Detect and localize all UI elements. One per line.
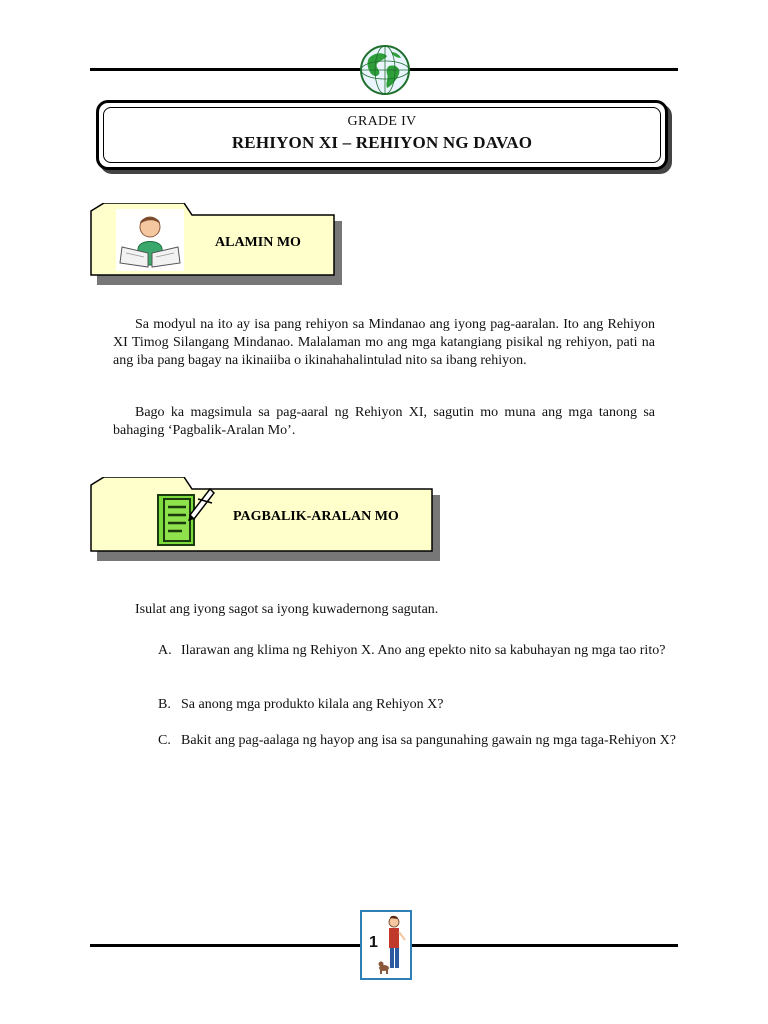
title-box — [96, 100, 668, 170]
question-item — [158, 696, 678, 714]
question-text: Ilarawan ang klima ng Rehiyon X. Ano ang epekto nito sa kabuhayan ng mga tao rito? — [181, 643, 666, 658]
instruction-text: Isulat ang iyong sagot sa iyong kuwadernong sagutan. — [135, 602, 439, 617]
question-letter: C. — [158, 733, 171, 748]
question-text: Sa anong mga produkto kilala ang Rehiyon X? — [181, 697, 444, 712]
question-letter: B. — [158, 697, 171, 712]
grade-label: GRADE IV — [347, 114, 417, 129]
question-item — [158, 642, 678, 660]
globe-icon — [359, 44, 411, 96]
section-tab-alamin — [88, 203, 348, 285]
person-with-dog-icon — [378, 914, 408, 976]
reading-person-icon — [116, 209, 184, 271]
question-text: Bakit ang pag-aalaga ng hayop ang isa sa pangunahing gawain ng mga taga-Rehiyon X? — [181, 733, 676, 748]
question-item — [158, 732, 678, 750]
page-badge — [360, 910, 412, 980]
section-label-pagbalik: PAGBALIK-ARALAN MO — [233, 509, 399, 524]
section-label-alamin: ALAMIN MO — [215, 235, 301, 250]
question-letter: A. — [158, 643, 172, 658]
alamin-paragraph-1: Sa modyul na ito ay isa pang rehiyon sa Mindanao ang iyong pag-aaralan. Ito ang Rehiyon XI Timog Silangang Mindanao. Malalaman mo ang mga katangiang pisikal ng rehiyon, pati na ang iba pang bagay na ikinaiiba o ikinahahalintulad nito sa ibang rehiyon. — [113, 317, 655, 368]
region-title: REHIYON XI – REHIYON NG DAVAO — [231, 133, 533, 152]
section-tab-pagbalik — [88, 477, 444, 561]
page-number: 1 — [369, 934, 378, 951]
scroll-quill-icon — [154, 485, 218, 547]
alamin-paragraph-2: Bago ka magsimula sa pag-aaral ng Rehiyon XI, sagutin mo muna ang mga tanong sa bahaging ‘Pagbalik-Aralan Mo’. — [113, 405, 655, 438]
